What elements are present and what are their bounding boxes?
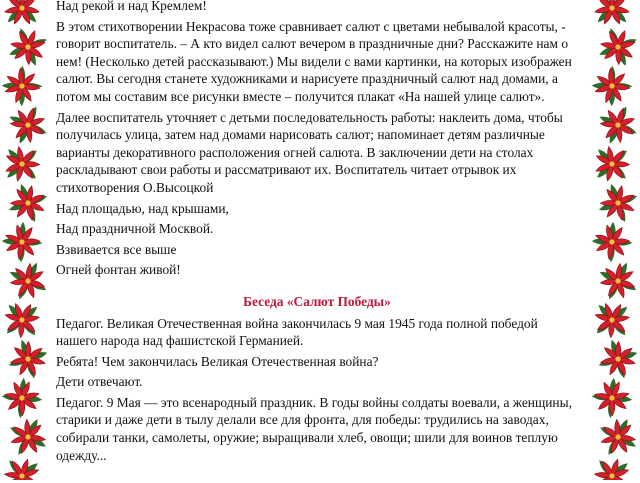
poinsettia-icon (0, 64, 44, 108)
poinsettia-icon (596, 415, 640, 459)
poinsettia-icon (0, 454, 44, 480)
paragraph: Педагог. Великая Отечественная война закончилась 9 мая 1945 года полной победой нашего народа над фашистской Германией. (56, 315, 538, 349)
poinsettia-icon (596, 25, 640, 69)
poinsettia-icon (6, 103, 50, 147)
poinsettia-flower (0, 454, 44, 480)
poinsettia-icon (590, 220, 634, 264)
poem-line: Огней фонтан живой! (56, 262, 181, 278)
poinsettia-icon (0, 220, 44, 264)
poinsettia-icon (6, 337, 50, 381)
poinsettia-icon (590, 64, 634, 108)
paragraph: Над рекой и над Кремлем! (56, 0, 207, 13)
poem-line: Взвивается все выше (56, 241, 177, 257)
paragraph: Педагог. 9 Мая — это всенародный праздник. В годы войны солдаты воевали, а женщины, старики и даже дети в тылу делали все для фронта, для победы: трудились на заводах, собирали танки, самолеты, оружие; выращивали хлеб, овощи; шили для воинов теплую одежду... (56, 394, 572, 463)
poinsettia-icon (6, 259, 50, 303)
poinsettia-icon (0, 376, 44, 420)
left-poinsettia-border (0, 0, 50, 480)
poinsettia-flower (590, 454, 634, 480)
poem-line: Над площадью, над крышами, (56, 200, 229, 216)
paragraph: Ребята! Чем закончилась Великая Отечественная война? (56, 353, 379, 369)
poinsettia-icon (596, 337, 640, 381)
poinsettia-icon (596, 181, 640, 225)
poem-line: Над праздничной Москвой. (56, 221, 214, 237)
poinsettia-icon (0, 298, 44, 342)
poinsettia-icon (596, 103, 640, 147)
poinsettia-icon (596, 259, 640, 303)
section-heading: Беседа «Салют Победы» (243, 293, 391, 309)
paragraph: Далее воспитатель уточняет с детьми последовательность работы: наклеить дома, чтобы получилась улица, затем над домами нарисовать салют; напоминает детям различные варианты декоративного расположения огней салюта. В заключении дети на столах раскладывают свои работы и рассматривают их. Воспитатель читает отрывок их стихотворения О.Высоцкой (56, 109, 563, 195)
right-poinsettia-border (590, 0, 640, 480)
poinsettia-icon (590, 142, 634, 186)
paragraph: Дети отвечают. (56, 374, 143, 390)
paragraph: В этом стихотворении Некрасова тоже сравнивает салют с цветами небывалой красоты, - говорит воспитатель. – А кто видел салют вечером в праздничные дни? Расскажите нам о нем! (Несколько детей рассказывают.) Мы видели с вами картинки, на которых изображен салют. Вы сегодня станете художниками и нарисуете праздничный салют над домами, а потом мы составим все рисунки вместе – получится плакат «На нашей улице салют». (56, 18, 572, 104)
poinsettia-icon (0, 142, 44, 186)
document-body (56, 0, 578, 483)
poinsettia-icon (6, 181, 50, 225)
poinsettia-icon (6, 415, 50, 459)
poinsettia-icon (590, 298, 634, 342)
poinsettia-icon (590, 454, 634, 480)
poinsettia-icon (6, 25, 50, 69)
poinsettia-icon (590, 376, 634, 420)
